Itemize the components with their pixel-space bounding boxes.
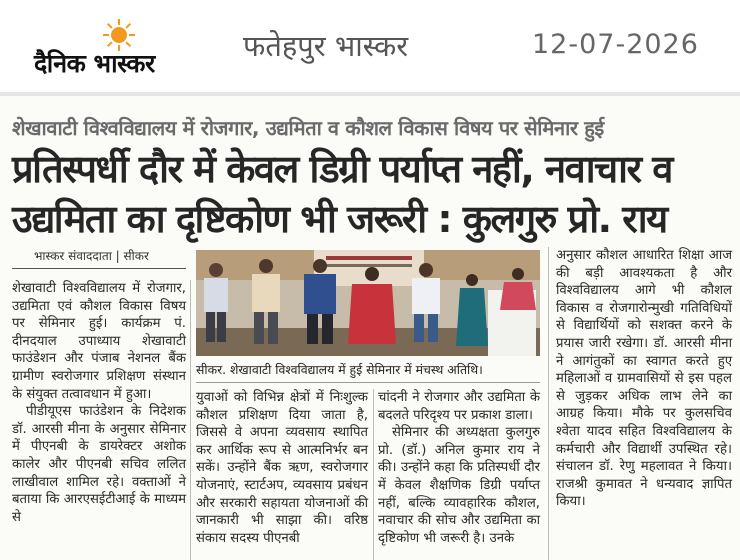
paragraph: पीडीयूएस फाउंडेशन के निदेशक डॉ. आरसी मीना के अनुसार सेमिनार में पीएनबी के डायरेक्टर अशोक कालेर और पीएनबी सचिव ललित लाखीवाल शामिल रहे। वक्ताओं ने बताया कि आरएसईटीआई के माध्यम से <box>12 404 186 525</box>
article-column-2 <box>196 389 368 547</box>
column-divider <box>373 389 374 560</box>
article-column-4 <box>556 247 732 511</box>
article-kicker: शेखावाटी विश्वविद्यालय में रोजगार, उद्यमिता व कौशल विकास विषय पर सेमिनार हुई <box>12 116 604 140</box>
article-column-1 <box>12 280 186 526</box>
dainik-bhaskar-logo <box>34 18 204 80</box>
paragraph: शेखावाटी विश्वविद्यालय में रोजगार, उद्यमिता एवं कौशल विकास विषय पर सेमिनार हुई। कार्यक्रम पं. दीनदयाल उपाध्याय शेखावाटी फाउंडेशन और पंजाब नेशनल बैंक ग्रामीण स्वरोजगार प्रशिक्षण संस्थान के संयुक्त तत्वावधान में हुआ। <box>12 281 186 402</box>
byline-rule <box>12 268 186 269</box>
paragraph: अनुसार कौशल आधारित शिक्षा आज की बड़ी आवश्यकता है और विश्वविद्यालय आगे भी कौशल विकास व रोजगारोन्मुखी गतिविधियों से विद्यार्थियों को सशक्त करने के प्रयास जारी रखेगा। डॉ. आरसी मीना ने आगंतुकों का स्वागत करते हुए महिलाओं व ग्रामवासियों से इस पहल से जुड़कर अधिक लाभ लेने का आग्रह किया। मौके पर कुलसचिव श्वेता यादव सहित विश्वविद्यालय के कर्मचारी और विद्यार्थी उपस्थित रहे। संचालन डॉ. रेणु महलावत ने किया। राजश्री कुमावत ने धन्यवाद ज्ञापित किया। <box>556 248 732 510</box>
headline-line-1: प्रतिस्पर्धी दौर में केवल डिग्री पर्याप्त नहीं, नवाचार व <box>12 147 672 191</box>
event-photo <box>196 250 540 356</box>
paragraph: चांदनी ने रोजगार और उद्यमिता के बदलते परिदृश्य पर प्रकाश डाला। <box>378 390 540 423</box>
byline: भास्कर संवाददाता | सीकर <box>34 249 149 263</box>
edition-date: 12-07-2026 <box>532 29 699 60</box>
column-divider <box>548 247 549 560</box>
edition-title: फतेहपुर भास्कर <box>243 29 409 63</box>
page-header <box>0 0 740 92</box>
paragraph: सेमिनार की अध्यक्षता कुलगुरु प्रो. (डॉ.) अनिल कुमार राय ने की। उन्होंने कहा कि प्रतिस्पर्धी दौर में केवल शैक्षणिक डिग्री पर्याप्त नहीं, बल्कि व्यावहारिक कौशल, नवाचार की सोच और उद्यमिता का दृष्टिकोण भी जरूरी है। उनके <box>378 425 540 546</box>
headline-line-2: उद्यमिता का दृष्टिकोण भी जरूरी : कुलगुरु प्रो. राय <box>12 197 667 241</box>
photo-caption: सीकर. शेखावाटी विश्वविद्यालय में हुई सेमिनार में मंचस्थ अतिथि। <box>196 361 540 383</box>
column-divider <box>190 280 191 560</box>
logo-text: दैनिक भास्कर <box>34 49 155 78</box>
stage-photo-illustration <box>196 250 540 356</box>
paragraph: युवाओं को विभिन्न क्षेत्रों में निःशुल्क कौशल प्रशिक्षण दिया जाता है, जिससे वे अपना व्यवसाय स्थापित कर आर्थिक रूप से आत्मनिर्भर बन सकें। उन्होंने बैंक ऋण, स्वरोजगार योजनाएं, स्टार्टअप, व्यवसाय प्रबंधन और सरकारी सहायता योजनाओं की जानकारी भी साझा की। वरिष्ठ संकाय सदस्य पीएनबी <box>196 390 368 546</box>
article-column-3 <box>378 389 540 547</box>
